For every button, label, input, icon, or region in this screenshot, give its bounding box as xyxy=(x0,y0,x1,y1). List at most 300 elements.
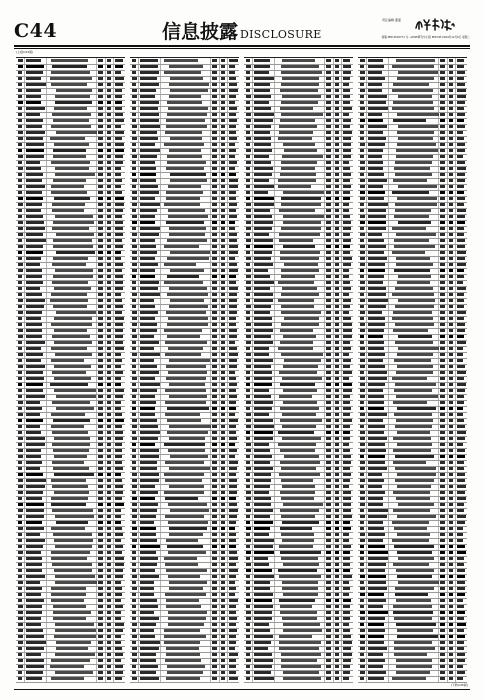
table-cell xyxy=(360,395,366,398)
table-cell xyxy=(449,173,453,176)
table-cell xyxy=(440,467,445,470)
table-cell xyxy=(140,437,158,440)
table-cell xyxy=(107,227,111,230)
table-cell xyxy=(457,305,464,308)
table-cell xyxy=(115,257,121,260)
table-cell xyxy=(169,395,207,398)
table-cell xyxy=(212,197,217,200)
table-cell xyxy=(335,287,339,290)
table-cell xyxy=(335,431,339,434)
table-cell xyxy=(221,383,225,386)
table-cell xyxy=(221,431,225,434)
table-cell xyxy=(107,437,111,440)
table-cell xyxy=(54,329,87,332)
table-cell xyxy=(368,641,384,644)
table-cell xyxy=(449,599,453,602)
table-cell xyxy=(51,323,92,326)
table-cell xyxy=(98,413,103,416)
table-cell xyxy=(169,581,208,584)
table-cell xyxy=(140,431,160,434)
table-cell xyxy=(396,59,435,62)
table-cell xyxy=(368,485,382,488)
table-cell xyxy=(165,563,198,566)
table-cell xyxy=(246,149,251,152)
table-cell xyxy=(282,413,316,416)
table-cell xyxy=(326,215,331,218)
table-cell xyxy=(440,491,445,494)
table-cell xyxy=(221,131,225,134)
table-cell xyxy=(254,347,269,350)
table-cell xyxy=(26,131,45,134)
table-cell xyxy=(254,245,273,248)
table-cell xyxy=(167,161,206,164)
table-cell xyxy=(26,413,40,416)
newspaper-logo-icon xyxy=(414,16,456,32)
table-cell xyxy=(283,365,318,368)
table-cell xyxy=(140,113,159,116)
table-cell xyxy=(212,233,217,236)
table-cell xyxy=(254,425,274,428)
table-cell xyxy=(440,389,445,392)
table-cell xyxy=(169,287,206,290)
table-cell xyxy=(132,467,136,470)
table-cell xyxy=(343,677,349,680)
table-cell xyxy=(283,629,322,632)
table-cell xyxy=(132,359,137,362)
table-cell xyxy=(26,251,43,254)
table-cell xyxy=(166,377,206,380)
table-cell xyxy=(440,419,445,422)
table-cell xyxy=(254,107,271,110)
table-cell xyxy=(368,143,385,146)
table-cell xyxy=(98,215,103,218)
table-cell xyxy=(140,641,160,644)
table-cell xyxy=(246,263,250,266)
table-cell xyxy=(167,545,203,548)
table-cell xyxy=(360,479,366,482)
table-cell xyxy=(115,437,123,440)
table-cell xyxy=(360,77,366,80)
table-cell xyxy=(115,221,123,224)
table-cell xyxy=(229,65,235,68)
table-cell xyxy=(229,197,236,200)
table-cell xyxy=(343,491,351,494)
table-cell xyxy=(229,557,238,560)
table-cell xyxy=(221,563,225,566)
table-cell xyxy=(53,179,86,182)
table-cell xyxy=(335,551,339,554)
table-cell xyxy=(368,413,387,416)
table-cell xyxy=(326,425,331,428)
table-cell xyxy=(107,95,111,98)
table-cell xyxy=(18,533,23,536)
table-cell xyxy=(397,443,432,446)
table-cell xyxy=(360,233,366,236)
table-cell xyxy=(397,473,436,476)
table-cell xyxy=(98,659,103,662)
table-cell xyxy=(168,185,201,188)
table-cell xyxy=(98,557,103,560)
table-cell xyxy=(53,221,94,224)
table-cell xyxy=(221,401,225,404)
table-cell xyxy=(26,497,42,500)
table-cell xyxy=(221,77,225,80)
table-cell xyxy=(98,209,103,212)
table-cell xyxy=(107,371,111,374)
table-cell xyxy=(26,629,43,632)
table-cell xyxy=(368,467,387,470)
table-cell xyxy=(246,623,250,626)
table-cell xyxy=(254,515,270,518)
table-cell xyxy=(281,515,314,518)
table-cell xyxy=(343,545,351,548)
table-cell xyxy=(457,629,464,632)
table-cell xyxy=(229,179,238,182)
table-cell xyxy=(168,317,207,320)
table-cell xyxy=(343,437,350,440)
table-cell xyxy=(107,473,111,476)
table-cell xyxy=(229,215,237,218)
table-cell xyxy=(212,419,217,422)
table-cell xyxy=(165,515,204,518)
table-cell xyxy=(326,209,331,212)
table-cell xyxy=(343,275,349,278)
table-cell xyxy=(440,635,445,638)
table-cell xyxy=(326,485,331,488)
table-cell xyxy=(368,617,385,620)
table-cell xyxy=(395,287,433,290)
table-cell xyxy=(229,125,236,128)
table-cell xyxy=(326,515,331,518)
table-cell xyxy=(326,269,331,272)
table-cell xyxy=(221,83,225,86)
table-cell xyxy=(280,407,320,410)
table-cell xyxy=(278,431,313,434)
table-cell xyxy=(343,431,350,434)
table-cell xyxy=(343,539,349,542)
table-cell xyxy=(246,365,252,368)
table-cell xyxy=(254,365,271,368)
table-cell xyxy=(281,101,318,104)
table-cell xyxy=(212,443,217,446)
table-cell xyxy=(221,419,225,422)
table-cell xyxy=(51,191,88,194)
table-cell xyxy=(115,533,123,536)
table-cell xyxy=(140,125,160,128)
table-cell xyxy=(335,305,339,308)
table-cell xyxy=(368,677,384,680)
table-cell xyxy=(335,155,339,158)
table-cell xyxy=(54,107,87,110)
table-cell xyxy=(246,203,251,206)
table-cell xyxy=(229,209,236,212)
table-cell xyxy=(457,125,465,128)
table-cell xyxy=(440,299,445,302)
table-cell xyxy=(254,131,270,134)
table-cell xyxy=(246,215,251,218)
table-cell xyxy=(26,641,46,644)
table-cell xyxy=(343,239,351,242)
table-cell xyxy=(98,461,103,464)
table-cell xyxy=(18,191,22,194)
table-cell xyxy=(395,323,434,326)
table-cell xyxy=(440,461,445,464)
table-cell xyxy=(283,503,323,506)
table-cell xyxy=(18,197,24,200)
table-cell xyxy=(440,545,445,548)
table-cell xyxy=(457,179,465,182)
table-cell xyxy=(107,377,111,380)
table-cell xyxy=(18,431,23,434)
table-cell xyxy=(132,581,136,584)
section-title-cn: 信息披露 xyxy=(162,21,239,43)
table-cell xyxy=(52,281,88,284)
table-cell xyxy=(457,539,463,542)
table-cell xyxy=(246,473,250,476)
table-cell xyxy=(368,473,382,476)
table-cell xyxy=(449,641,453,644)
table-cell xyxy=(212,437,217,440)
table-cell xyxy=(395,479,434,482)
table-cell xyxy=(221,371,225,374)
table-cell xyxy=(140,443,155,446)
table-cell xyxy=(343,455,351,458)
table-cell xyxy=(212,383,217,386)
table-cell xyxy=(26,95,41,98)
table-cell xyxy=(278,347,312,350)
table-cell xyxy=(368,353,385,356)
table-cell xyxy=(56,233,94,236)
table-cell xyxy=(132,323,137,326)
table-cell xyxy=(98,323,103,326)
table-cell xyxy=(246,653,251,656)
table-cell xyxy=(335,263,339,266)
table-continuation: (下转C45版) xyxy=(450,683,468,687)
table-cell xyxy=(132,515,137,518)
table-cell xyxy=(368,221,386,224)
table-cell xyxy=(115,149,124,152)
table-cell xyxy=(335,185,339,188)
table-cell xyxy=(107,107,111,110)
table-cell xyxy=(229,131,236,134)
table-cell xyxy=(212,365,217,368)
table-cell xyxy=(254,599,272,602)
table-cell xyxy=(398,137,433,140)
table-cell xyxy=(212,587,217,590)
table-cell xyxy=(98,455,103,458)
table-cell xyxy=(229,413,235,416)
table-cell xyxy=(246,185,251,188)
table-cell xyxy=(140,557,158,560)
table-cell xyxy=(107,539,111,542)
table-cell xyxy=(212,203,217,206)
table-cell xyxy=(326,167,331,170)
table-cell xyxy=(132,569,136,572)
table-cell xyxy=(18,83,23,86)
table-cell xyxy=(360,473,365,476)
table-cell xyxy=(396,497,430,500)
table-cell xyxy=(56,395,96,398)
table-cell xyxy=(440,437,445,440)
table-cell xyxy=(254,143,271,146)
table-cell xyxy=(107,659,111,662)
table-cell xyxy=(98,287,103,290)
table-cell xyxy=(326,251,331,254)
table-cell xyxy=(280,119,316,122)
table-cell xyxy=(440,95,445,98)
table-cell xyxy=(246,521,251,524)
table-cell xyxy=(132,551,137,554)
table-cell xyxy=(360,617,366,620)
table-cell xyxy=(115,659,121,662)
table-cell xyxy=(343,443,349,446)
table-cell xyxy=(326,155,331,158)
table-cell xyxy=(212,569,217,572)
table-row xyxy=(130,676,239,683)
table-cell xyxy=(132,575,137,578)
table-cell xyxy=(449,161,453,164)
table-cell xyxy=(140,251,157,254)
table-cell xyxy=(54,569,92,572)
table-cell xyxy=(107,113,111,116)
table-cell xyxy=(449,671,453,674)
table-cell xyxy=(368,527,384,530)
table-cell xyxy=(246,545,250,548)
table-cell xyxy=(440,407,445,410)
table-cell xyxy=(221,215,225,218)
table-cell xyxy=(107,587,111,590)
table-cell xyxy=(50,77,91,80)
table-cell xyxy=(52,203,85,206)
table-cell xyxy=(368,149,383,152)
table-cell xyxy=(440,563,445,566)
table-cell xyxy=(254,629,270,632)
table-cell xyxy=(56,521,88,524)
table-cell xyxy=(440,647,445,650)
table-cell xyxy=(18,401,24,404)
table-cell xyxy=(107,257,111,260)
table-cell xyxy=(212,515,217,518)
table-cell xyxy=(212,521,217,524)
table-cell xyxy=(55,167,89,170)
table-cell xyxy=(18,665,24,668)
table-cell xyxy=(279,209,315,212)
table-cell xyxy=(18,605,23,608)
table-cell xyxy=(18,275,22,278)
table-cell xyxy=(283,401,316,404)
table-cell xyxy=(132,671,136,674)
table-cell xyxy=(449,101,453,104)
table-cell xyxy=(166,167,204,170)
table-cell xyxy=(326,185,331,188)
table-cell xyxy=(440,509,445,512)
table-cell xyxy=(229,191,236,194)
table-cell xyxy=(51,593,86,596)
table-cell xyxy=(26,239,46,242)
table-cell xyxy=(457,155,463,158)
table-cell xyxy=(26,167,41,170)
table-cell xyxy=(279,395,312,398)
table-cell xyxy=(107,215,111,218)
table-cell xyxy=(164,491,204,494)
table-cell xyxy=(132,83,137,86)
table-cell xyxy=(98,353,103,356)
table-cell xyxy=(221,161,225,164)
table-cell xyxy=(212,527,217,530)
table-cell xyxy=(368,239,384,242)
table-cell xyxy=(140,65,158,68)
table-cell xyxy=(132,431,136,434)
table-cell xyxy=(221,443,225,446)
table-cell xyxy=(167,419,201,422)
table-cell xyxy=(457,65,464,68)
table-cell xyxy=(132,647,137,650)
table-cell xyxy=(335,515,339,518)
table-cell xyxy=(326,569,331,572)
table-cell xyxy=(360,443,365,446)
table-cell xyxy=(360,317,365,320)
table-cell xyxy=(107,245,111,248)
table-cell xyxy=(254,149,272,152)
table-cell xyxy=(254,227,272,230)
table-cell xyxy=(343,323,352,326)
table-cell xyxy=(246,425,252,428)
table-cell xyxy=(166,119,205,122)
table-cell xyxy=(360,509,364,512)
table-cell xyxy=(107,509,111,512)
table-cell xyxy=(18,569,22,572)
table-cell xyxy=(98,665,103,668)
table-cell xyxy=(343,191,350,194)
table-cell xyxy=(55,269,93,272)
table-cell xyxy=(397,281,430,284)
table-cell xyxy=(368,197,384,200)
table-cell xyxy=(440,251,445,254)
table-cell xyxy=(280,611,317,614)
table-cell xyxy=(52,485,88,488)
table-cell xyxy=(26,455,41,458)
table-cell xyxy=(326,83,331,86)
table-cell xyxy=(395,455,434,458)
table-cell xyxy=(326,119,331,122)
table-cell xyxy=(26,311,42,314)
table-cell xyxy=(440,455,445,458)
table-cell xyxy=(132,77,137,80)
table-cell xyxy=(212,311,217,314)
table-cell xyxy=(167,407,209,410)
table-cell xyxy=(281,323,319,326)
table-cell xyxy=(164,143,204,146)
table-cell xyxy=(440,131,445,134)
table-cell xyxy=(326,593,331,596)
table-cell xyxy=(457,503,464,506)
table-cell xyxy=(343,467,350,470)
table-cell xyxy=(335,557,339,560)
table-cell xyxy=(140,551,156,554)
table-cell xyxy=(212,539,217,542)
table-cell xyxy=(26,149,44,152)
table-cell xyxy=(140,311,158,314)
table-cell xyxy=(254,275,270,278)
table-cell xyxy=(457,605,464,608)
table-cell xyxy=(449,311,453,314)
table-cell xyxy=(140,341,159,344)
table-cell xyxy=(246,191,250,194)
table-cell xyxy=(26,407,42,410)
table-cell xyxy=(360,305,365,308)
table-cell xyxy=(98,491,103,494)
table-cell xyxy=(395,173,432,176)
